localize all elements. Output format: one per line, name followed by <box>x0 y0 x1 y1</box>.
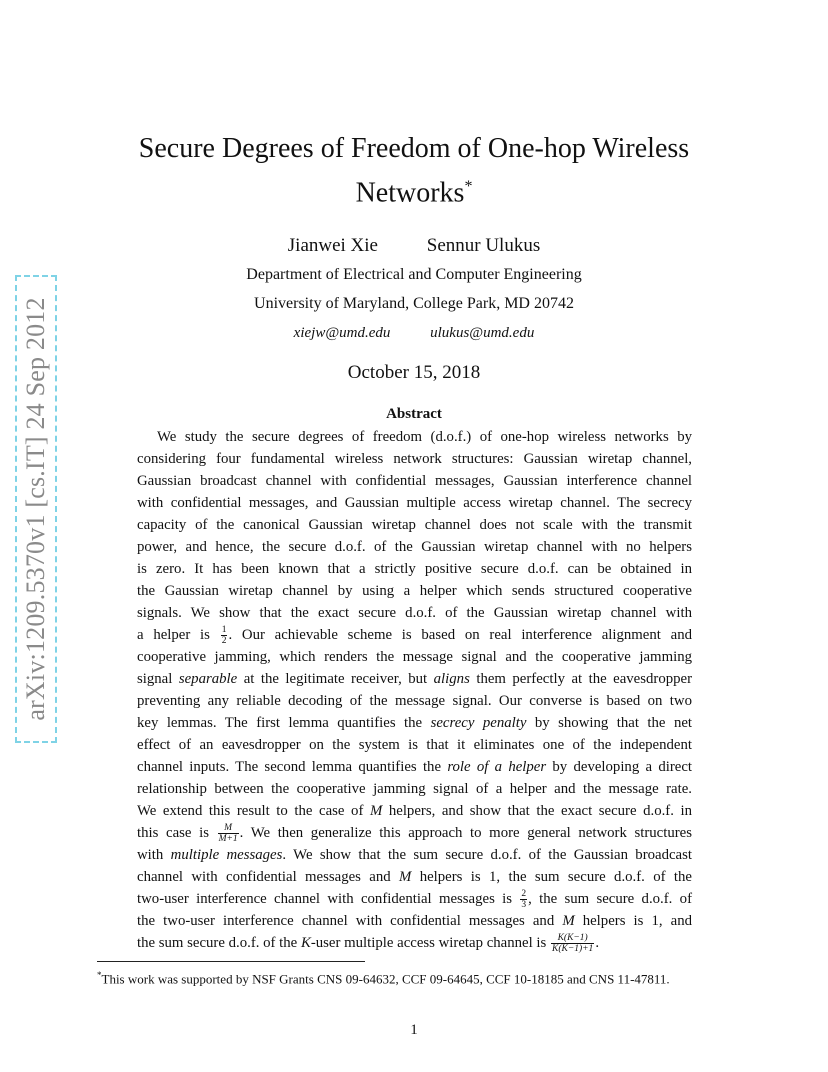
arxiv-sidebar-stamp <box>15 275 57 743</box>
page-number: 1 <box>410 1022 418 1038</box>
abstract-line <box>137 844 692 866</box>
abstract-text: channel with confidential messages and <box>137 869 391 885</box>
abstract-line <box>137 646 692 668</box>
abstract-text: considering four fundamental wireless network structures: Gaussian wiretap channel, <box>137 451 692 467</box>
abstract-heading: Abstract <box>386 406 442 422</box>
author-email: ulukus@umd.edu <box>430 325 535 341</box>
abstract-text: . We show that the sum secure d.o.f. of the Gaussian broadcast <box>282 847 692 863</box>
abstract-text: effect of an eavesdropper on the system is that it eliminates one of the independent <box>137 737 692 753</box>
fraction-k-formula <box>551 933 594 954</box>
abstract-text: We study the secure degrees of freedom (d.o.f.) of one-hop wireless networks by <box>157 429 692 445</box>
abstract-text: two-user interference channel with confidential messages is <box>137 891 513 907</box>
math-variable: K <box>300 935 311 951</box>
abstract-line <box>137 712 692 734</box>
abstract-emphasis: aligns <box>433 671 470 687</box>
abstract-line <box>137 624 692 646</box>
abstract-text: . <box>595 935 600 951</box>
abstract-line <box>137 778 692 800</box>
abstract-line <box>137 756 692 778</box>
abstract-text: the Gaussian wiretap channel by using a helper which sends structured cooperative <box>137 583 692 599</box>
abstract-text: by developing a direct <box>552 759 693 775</box>
abstract-text: We extend this result to the case of <box>137 803 364 819</box>
abstract-text: this case is <box>137 825 209 841</box>
abstract-text: , the sum secure d.o.f. of <box>528 891 692 907</box>
abstract-text: a helper is <box>137 627 210 643</box>
abstract-line <box>137 822 692 844</box>
abstract-text: Gaussian broadcast channel with confidential messages, Gaussian interference channel <box>137 473 692 489</box>
footnote-rule <box>97 961 365 962</box>
abstract-text: with <box>137 847 164 863</box>
abstract-text: helpers is 1, and <box>582 913 692 929</box>
fraction-one-half <box>221 625 228 646</box>
fraction-two-thirds <box>520 889 527 910</box>
abstract-line <box>137 866 692 888</box>
abstract-line <box>137 580 692 602</box>
abstract-text: with confidential messages, and Gaussian multiple access wiretap channel. The secrecy <box>137 495 692 511</box>
fraction-numerator: 2 <box>521 889 527 900</box>
abstract-line <box>137 514 692 536</box>
abstract-line <box>137 536 692 558</box>
abstract-text: by showing that the net <box>534 715 693 731</box>
abstract-text: signals. We show that the exact secure d.o.f. of the Gaussian wiretap channel with <box>137 605 692 621</box>
abstract-emphasis: role of a helper <box>447 759 547 775</box>
abstract-text: the sum secure d.o.f. of the <box>137 935 298 951</box>
abstract-text: -user multiple access wiretap channel is <box>310 935 547 951</box>
math-variable: M <box>562 913 575 929</box>
abstract-line <box>137 558 692 580</box>
fraction-numerator: 1 <box>221 625 227 636</box>
author-name: Sennur Ulukus <box>426 235 541 256</box>
fraction-denominator: K(K−1)+1 <box>551 944 594 955</box>
abstract-text: is zero. It has been known that a strictly positive secure d.o.f. can be obtained in <box>137 561 692 577</box>
abstract-text: the two-user interference channel with confidential messages and <box>137 913 555 929</box>
fraction-denominator: 3 <box>521 900 527 911</box>
abstract-line <box>137 470 692 492</box>
abstract-text: capacity of the canonical Gaussian wiretap channel does not scale with the transmit <box>137 517 692 533</box>
abstract-text: them perfectly at the eavesdropper <box>476 671 693 687</box>
abstract-emphasis: secrecy penalty <box>430 715 527 731</box>
abstract-text: preventing any reliable decoding of the message signal. Our converse is based on two <box>137 693 692 709</box>
affiliation-university: University of Maryland, College Park, MD 20742 <box>254 295 574 312</box>
abstract-text: . Our achievable scheme is based on real interference alignment and <box>228 627 693 643</box>
abstract-text: cooperative jamming, which renders the message signal and the cooperative jamming <box>137 649 692 665</box>
author-list <box>0 235 828 257</box>
affiliation-department: Department of Electrical and Computer Engineering <box>246 266 582 283</box>
abstract-text: at the legitimate receiver, but <box>243 671 428 687</box>
footnote-text: This work was supported by NSF Grants CNS 09-64632, CCF 09-64645, CCF 10-18185 and CNS 11-47811. <box>101 971 670 987</box>
author-email: xiejw@umd.edu <box>293 325 391 341</box>
abstract-text: power, and hence, the secure d.o.f. of the Gaussian wiretap channel with no helpers <box>137 539 692 555</box>
abstract-line <box>137 800 692 822</box>
abstract-line <box>137 888 692 910</box>
abstract-text: key lemmas. The first lemma quantifies the <box>137 715 423 731</box>
abstract-text: helpers, and show that the exact secure d.o.f. in <box>388 803 693 819</box>
footnote <box>97 966 732 988</box>
paper-date: October 15, 2018 <box>347 362 481 383</box>
abstract-line <box>137 448 692 470</box>
paper-title-text: Secure Degrees of Freedom of One-hop Wireless Networks <box>138 133 690 209</box>
title-footnote-mark: * <box>464 178 473 195</box>
abstract-line <box>137 734 692 756</box>
math-variable: M <box>399 869 412 885</box>
abstract-text: relationship between the cooperative jamming signal of a helper and the message rate. <box>137 781 692 797</box>
fraction-denominator: 2 <box>221 636 227 647</box>
abstract-line <box>137 426 692 448</box>
fraction-numerator: M <box>218 823 239 834</box>
abstract-emphasis: multiple messages <box>170 847 283 863</box>
fraction-numerator: K(K−1) <box>551 933 594 944</box>
abstract-line <box>137 668 692 690</box>
author-emails <box>0 325 828 342</box>
fraction-m-over-m-plus-1 <box>218 823 239 844</box>
abstract-text: . We then generalize this approach to more general network structures <box>239 825 693 841</box>
abstract-line <box>137 602 692 624</box>
fraction-denominator: M+1 <box>218 834 238 845</box>
abstract-text: channel inputs. The second lemma quantifies the <box>137 759 442 775</box>
abstract-line <box>137 690 692 712</box>
abstract-text: helpers is 1, the sum secure d.o.f. of the <box>419 869 692 885</box>
abstract-text: signal <box>137 671 173 687</box>
author-name: Jianwei Xie <box>287 235 378 256</box>
abstract-line <box>137 910 692 932</box>
abstract-line <box>137 492 692 514</box>
paper-title <box>130 130 698 212</box>
footnote-mark: * <box>97 970 102 980</box>
arxiv-identifier: arXiv:1209.5370v1 [cs.IT] 24 Sep 2012 <box>21 297 50 721</box>
abstract-emphasis: separable <box>178 671 238 687</box>
math-variable: M <box>369 803 383 819</box>
abstract-body <box>137 426 692 954</box>
abstract-line <box>137 932 692 954</box>
